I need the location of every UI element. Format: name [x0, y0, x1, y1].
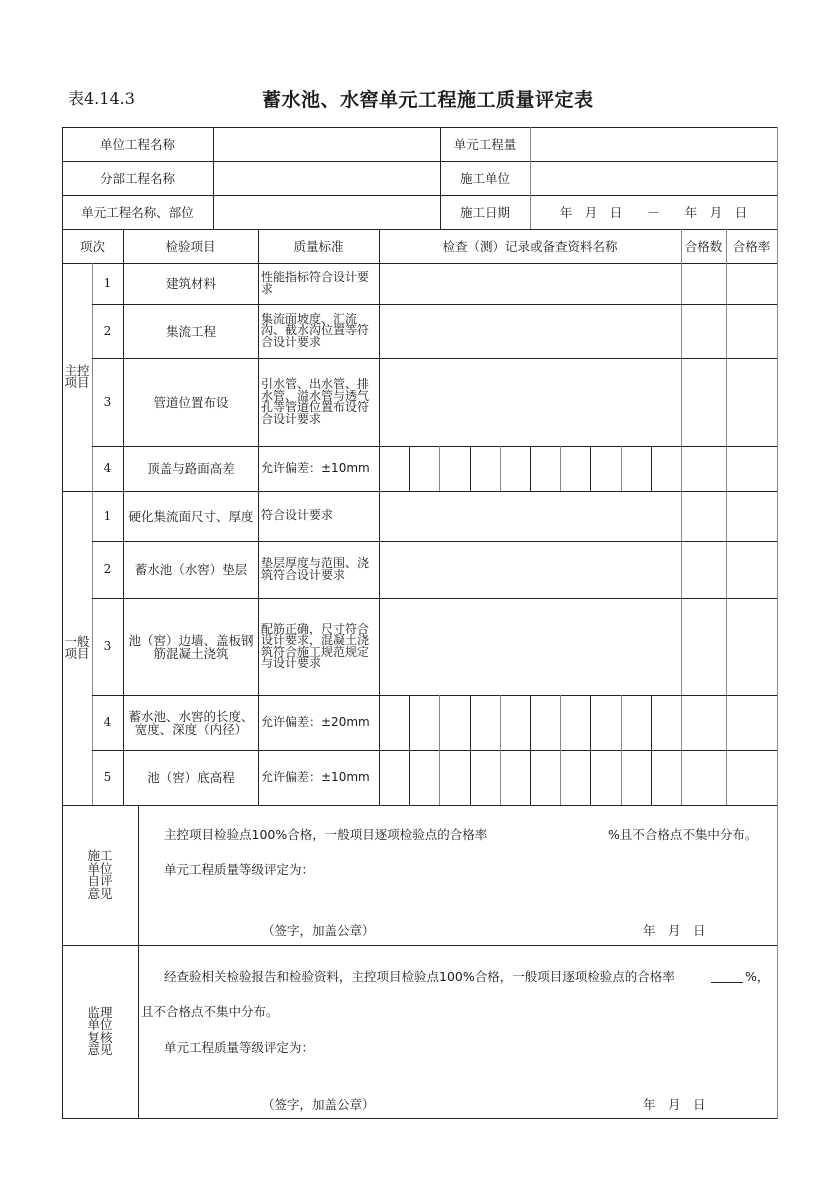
- check-item: 池（窖）底高程: [147, 770, 235, 785]
- quality-standard: 配筋正确，尺寸符合设计要求，混凝土浇筑符合施工规范规定与设计要求: [261, 621, 370, 670]
- pass-rate-field[interactable]: [726, 263, 777, 304]
- item-number: 2: [103, 323, 112, 338]
- quality-standard: 引水管、出水管、排水管、溢水管与透气孔等管道位置布设符合设计要求: [261, 377, 370, 426]
- quality-standard: 集流面坡度、汇流沟、截水沟位置等符合设计要求: [261, 311, 370, 349]
- measurement-cell[interactable]: [530, 695, 560, 750]
- records-field[interactable]: [379, 304, 681, 358]
- records-field[interactable]: [379, 541, 681, 598]
- quality-standard: 垫层厚度与范围、浇筑符合设计要求: [261, 556, 370, 582]
- element-field[interactable]: [213, 195, 440, 229]
- pass-count-field[interactable]: [681, 304, 726, 358]
- grid-line: [62, 945, 777, 946]
- measurement-cell[interactable]: [500, 750, 530, 805]
- col-records: 检查（测）记录或备查资料名称: [442, 238, 618, 254]
- item-number: 4: [103, 715, 112, 729]
- measurement-cell[interactable]: [651, 446, 681, 491]
- self-eval-grade: 单元工程质量等级评定为：: [164, 862, 315, 877]
- measurement-cell[interactable]: [379, 750, 409, 805]
- measurement-cell[interactable]: [530, 446, 560, 491]
- pass-count-field[interactable]: [681, 446, 726, 491]
- measurement-cell[interactable]: [651, 750, 681, 805]
- date-field[interactable]: 年 月 日 － 年 月 日: [559, 204, 748, 220]
- sub-project-label: 分部工程名称: [99, 170, 175, 186]
- quality-standard: 允许偏差：±10mm: [261, 769, 370, 784]
- item-number: 4: [103, 461, 112, 475]
- supervisor-date: 年 月 日: [643, 1097, 706, 1112]
- pass-count-field[interactable]: [681, 750, 726, 805]
- measurement-cell[interactable]: [590, 695, 620, 750]
- contractor-field[interactable]: [530, 161, 777, 195]
- measurement-cell[interactable]: [470, 750, 500, 805]
- form-number: 表4.14.3: [68, 89, 135, 108]
- measurement-cell[interactable]: [409, 750, 439, 805]
- measurement-cell[interactable]: [560, 695, 590, 750]
- supervisor-grade: 单元工程质量等级评定为：: [164, 1040, 315, 1055]
- measurement-cell[interactable]: [651, 695, 681, 750]
- main-control-group-text: 主控项目: [64, 362, 90, 390]
- pass-rate-field[interactable]: [726, 358, 777, 446]
- col-standard: 质量标准: [293, 238, 344, 254]
- measurement-cell[interactable]: [439, 750, 469, 805]
- pass-rate-field[interactable]: [726, 541, 777, 598]
- grid-line: [777, 127, 778, 1119]
- item-number: 3: [103, 639, 112, 653]
- quality-standard: 允许偏差：±10mm: [261, 460, 370, 475]
- item-number: 3: [103, 394, 112, 409]
- check-item: 蓄水池、水窖的长度、宽度、深度（内径）: [128, 708, 254, 737]
- records-field[interactable]: [379, 358, 681, 446]
- records-field[interactable]: [379, 491, 681, 541]
- pass-count-field[interactable]: [681, 263, 726, 304]
- supervisor-line2: 且不合格点不集中分布。: [141, 1004, 279, 1019]
- pass-rate-field[interactable]: [726, 695, 777, 750]
- check-item: 管道位置布设: [153, 394, 229, 410]
- item-number: 5: [103, 770, 112, 784]
- supervisor-sign: （签字，加盖公章）: [262, 1097, 375, 1112]
- measurement-cell[interactable]: [470, 446, 500, 491]
- measurement-cell[interactable]: [590, 750, 620, 805]
- measurement-cell[interactable]: [379, 695, 409, 750]
- quality-standard: 符合设计要求: [261, 508, 334, 523]
- records-field[interactable]: [379, 598, 681, 695]
- measurement-cell[interactable]: [530, 750, 560, 805]
- measurement-cell[interactable]: [500, 695, 530, 750]
- pass-count-field[interactable]: [681, 358, 726, 446]
- grid-line: [62, 805, 777, 806]
- pass-count-field[interactable]: [681, 598, 726, 695]
- self-eval-sign: （签字，加盖公章）: [262, 923, 375, 938]
- pass-rate-field[interactable]: [726, 304, 777, 358]
- date-label: 施工日期: [459, 204, 510, 220]
- supervisor-eval-label-text: 监理单位复核意见: [87, 1004, 113, 1057]
- general-group-label: [62, 491, 92, 805]
- check-item: 顶盖与路面高差: [147, 461, 235, 476]
- item-number: 1: [103, 276, 112, 290]
- element-label: 单元工程名称、部位: [81, 204, 194, 220]
- unit-project-label: 单位工程名称: [99, 136, 175, 152]
- contractor-label: 施工单位: [459, 170, 510, 186]
- sub-project-field[interactable]: [213, 161, 440, 195]
- check-item: 集流工程: [165, 323, 216, 339]
- supervisor-rate-blank[interactable]: ____: [711, 967, 743, 983]
- page-title: 蓄水池、水窖单元工程施工质量评定表: [262, 89, 594, 111]
- main-control-group-label: [62, 263, 92, 491]
- measurement-cell[interactable]: [621, 446, 651, 491]
- pass-count-field[interactable]: [681, 695, 726, 750]
- item-number: 2: [103, 562, 112, 576]
- col-pass-rate: 合格率: [732, 238, 771, 254]
- self-eval-line1: 主控项目检验点100%合格，一般项目逐项检验点的合格率: [164, 827, 488, 842]
- pass-rate-field[interactable]: [726, 491, 777, 541]
- general-group-text: 一般项目: [64, 633, 90, 661]
- self-eval-label-text: 施工单位自评意见: [87, 848, 113, 901]
- quality-standard: 性能指标符合设计要求: [261, 270, 370, 296]
- grid-line: [138, 805, 139, 1118]
- measurement-cell[interactable]: [409, 446, 439, 491]
- self-eval-label: [62, 805, 138, 945]
- supervisor-eval-label: [62, 945, 138, 1118]
- col-item-no: 项次: [79, 238, 105, 254]
- check-item: 建筑材料: [165, 276, 216, 291]
- pass-rate-field[interactable]: [726, 446, 777, 491]
- measurement-cell[interactable]: [590, 446, 620, 491]
- records-field[interactable]: [379, 263, 681, 304]
- unit-quantity-field[interactable]: [530, 127, 777, 161]
- supervisor-line1: 经查验相关检验报告和检验资料，主控项目检验点100%合格，一般项目逐项检验点的合格率: [164, 969, 675, 984]
- measurement-cell[interactable]: [560, 446, 590, 491]
- measurement-cell[interactable]: [621, 695, 651, 750]
- measurement-cell[interactable]: [439, 446, 469, 491]
- item-number: 1: [103, 508, 112, 523]
- col-check-item: 检验项目: [165, 238, 216, 254]
- measurement-cell[interactable]: [470, 695, 500, 750]
- self-eval-date: 年 月 日: [643, 923, 706, 938]
- check-item: 蓄水池（水窖）垫层: [134, 562, 248, 577]
- check-item: 池（窖）边墙、盖板钢筋混凝土浇筑: [128, 632, 254, 661]
- pass-count-field[interactable]: [681, 541, 726, 598]
- grid-line: [62, 1118, 778, 1119]
- pass-rate-field[interactable]: [726, 598, 777, 695]
- self-eval-line1-end: %且不合格点不集中分布。: [608, 827, 758, 842]
- measurement-cell[interactable]: [500, 446, 530, 491]
- pass-count-field[interactable]: [681, 491, 726, 541]
- measurement-cell[interactable]: [379, 446, 409, 491]
- unit-project-field[interactable]: [213, 127, 440, 161]
- col-pass-count: 合格数: [684, 238, 723, 254]
- measurement-cell[interactable]: [621, 750, 651, 805]
- measurement-cell[interactable]: [409, 695, 439, 750]
- measurement-cell[interactable]: [439, 695, 469, 750]
- unit-quantity-label: 单元工程量: [453, 136, 517, 152]
- check-item: 硬化集流面尺寸、厚度: [128, 508, 254, 524]
- measurement-cell[interactable]: [560, 750, 590, 805]
- supervisor-line1-end: %，: [745, 969, 770, 984]
- quality-standard: 允许偏差：±20mm: [261, 714, 370, 729]
- pass-rate-field[interactable]: [726, 750, 777, 805]
